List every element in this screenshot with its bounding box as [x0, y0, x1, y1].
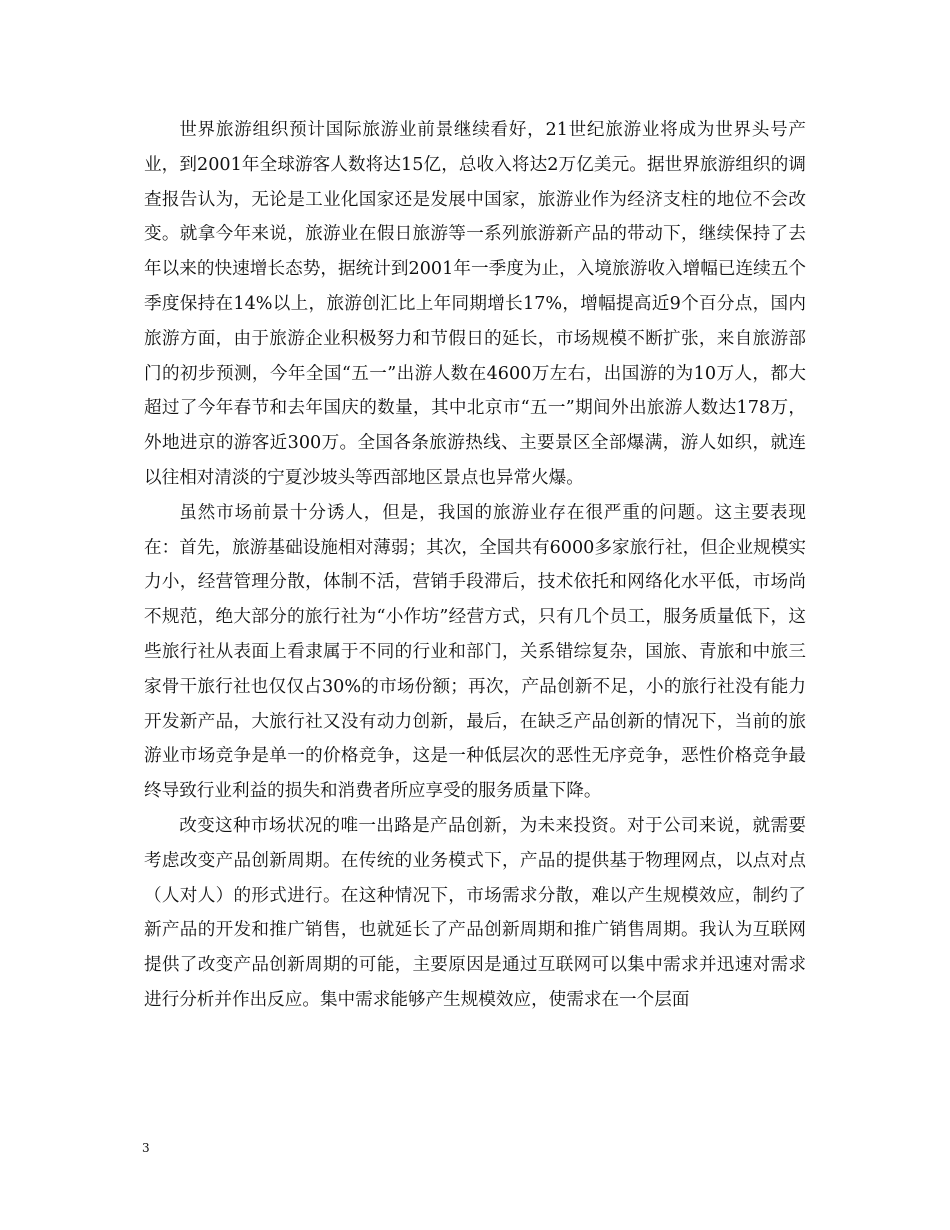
paragraph-tourism-outlook: 世界旅游组织预计国际旅游业前景继续看好，21世纪旅游业将成为世界头号产业，到2001年全球游客人数将达15亿，总收入将达2万亿美元。据世界旅游组织的调查报告认为，无论是工业化国家还是发展中国家，旅游业作为经济支柱的地位不会改变。就拿今年来说，旅游业在假日旅游等一系列旅游新产品的带动下，继续保持了去年以来的快速增长态势，据统计到2001年一季度为止，入境旅游收入增幅已连续五个季度保持在14%以上，旅游创汇比上年同期增长17%，增幅提高近9个百分点，国内旅游方面，由于旅游企业积极努力和节假日的延长，市场规模不断扩张，来自旅游部门的初步预测，今年全国“五一”出游人数在4600万左右，出国游的为10万人，都大超过了今年春节和去年国庆的数量，其中北京市“五一”期间外出旅游人数达178万，外地进京的游客近300万。全国各条旅游热线、主要景区全部爆满，游人如织，就连以往相对清淡的宁夏沙坡头等西部地区景点也异常火爆。 [144, 120, 806, 488]
page-number: 3 [142, 1141, 150, 1155]
body-text [144, 113, 806, 1018]
paragraph-industry-problems: 虽然市场前景十分诱人，但是，我国的旅游业存在很严重的问题。这主要表现在：首先，旅游基础设施相对薄弱；其次，全国共有6000多家旅行社，但企业规模实力小，经营管理分散，体制不活，营销手段滞后，技术依托和网络化水平低，市场尚不规范，绝大部分的旅行社为“小作坊”经营方式，只有几个员工，服务质量低下，这些旅行社从表面上看隶属于不同的行业和部门，关系错综复杂，国旅、青旅和中旅三家骨干旅行社也仅仅占30%的市场份额；再次，产品创新不足，小的旅行社没有能力开发新产品，大旅行社又没有动力创新，最后，在缺乏产品创新的情况下，当前的旅游业市场竞争是单一的价格竞争，这是一种低层次的恶性无序竞争，恶性价格竞争最终导致行业利益的损失和消费者所应享受的服务质量下降。 [144, 502, 806, 802]
paragraph-product-innovation: 改变这种市场状况的唯一出路是产品创新，为未来投资。对于公司来说，就需要考虑改变产品创新周期。在传统的业务模式下，产品的提供基于物理网点，以点对点（人对人）的形式进行。在这种情况下，市场需求分散，难以产生规模效应，制约了新产品的开发和推广销售，也就延长了产品创新周期和推广销售周期。我认为互联网提供了改变产品创新周期的可能，主要原因是通过互联网可以集中需求并迅速对需求进行分析并作出反应。集中需求能够产生规模效应，使需求在一个层面 [144, 815, 806, 1010]
